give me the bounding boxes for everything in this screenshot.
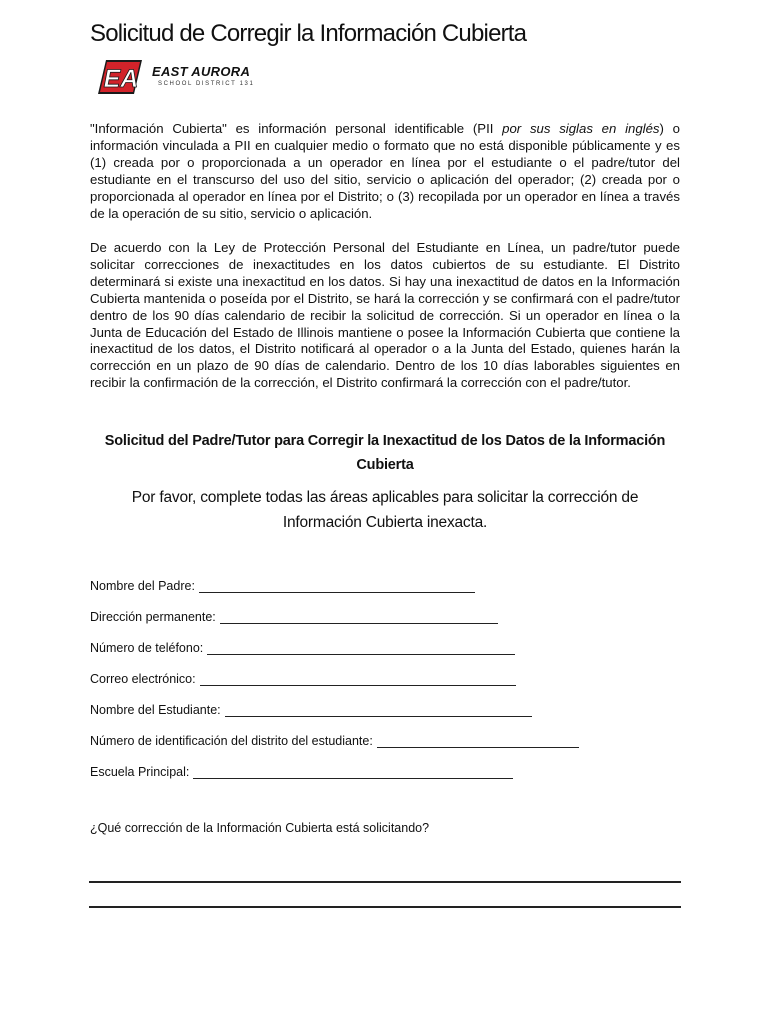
address-label: Dirección permanente: <box>90 610 216 624</box>
student-id-label: Número de identificación del distrito del estudiante: <box>90 734 373 748</box>
email-label: Correo electrónico: <box>90 672 196 686</box>
student-name-input[interactable] <box>225 702 532 717</box>
parent-name-label: Nombre del Padre: <box>90 579 195 593</box>
student-id-field <box>90 730 579 748</box>
intro-paragraph-2: De acuerdo con la Ley de Protección Personal del Estudiante en Línea, un padre/tutor puede solicitar correcciones de inexactitudes en los datos cubiertos de su estudiante. El Distrito determinará si existe una inexactitud en los datos. Si hay una inexactitud de datos en la Información Cubierta mantenida o poseída por el Distrito, se hará la corrección y se confirmará con el padre/tutor dentro de los 90 días calendario de recibir la solicitud de corrección. Si un operador en línea o la Junta de Educación del Estado de Illinois mantiene o posee la Información Cubierta que contiene la inexactitud de los datos, el Distrito notificará al operador o a la Junta del Estado, quienes harán la corrección en un plazo de 90 días de calendario. Dentro de los 10 días laborables siguientes en recibir la confirmación de la corrección, el Distrito confirmará la corrección con el padre/tutor. <box>90 240 680 391</box>
ea-logo-mark <box>96 58 144 96</box>
correction-question: ¿Qué corrección de la Información Cubierta está solicitando? <box>90 821 430 835</box>
form-instructions: Por favor, complete todas las áreas aplicables para solicitar la corrección de Información Cubierta inexacta. <box>131 489 639 531</box>
address-field <box>90 606 498 624</box>
address-input[interactable] <box>220 609 498 624</box>
student-name-label: Nombre del Estudiante: <box>90 703 221 717</box>
phone-input[interactable] <box>207 640 515 655</box>
school-field <box>90 761 513 779</box>
school-label: Escuela Principal: <box>90 765 190 779</box>
logo-name: EAST AURORA <box>152 64 251 79</box>
student-name-field <box>90 699 532 717</box>
form-heading: Solicitud del Padre/Tutor para Corregir la Inexactitud de los Datos de la Información Cubierta <box>104 433 666 473</box>
phone-label: Número de teléfono: <box>90 641 204 655</box>
school-input[interactable] <box>193 764 513 779</box>
answer-line-1[interactable] <box>89 881 681 883</box>
parent-name-field <box>90 575 475 593</box>
email-input[interactable] <box>200 671 516 686</box>
answer-line-2[interactable] <box>89 906 681 908</box>
email-field <box>90 668 516 686</box>
district-logo <box>96 58 276 98</box>
logo-initials: EA <box>103 65 139 93</box>
intro-paragraph-1: "Información Cubierta" es información personal identificable (PII por sus siglas en inglés) o información vinculada a PII en cualquier medio o formato que no está disponible públicamente y es (1) creada por o proporcionada a un operador en línea por el estudiante o el padre/tutor del estudiante en el transcurso del uso del sitio, servicio o aplicación del operador; (2) creada por o proporcionada al operador en línea por el Distrito; o (3) recopilada por un operador en línea a través de la operación de su sitio, servicio o aplicación. <box>90 121 680 221</box>
page-title: Solicitud de Corregir la Información Cubierta <box>90 20 527 47</box>
logo-subtitle: SCHOOL DISTRICT 131 <box>158 81 255 87</box>
student-id-input[interactable] <box>377 733 579 748</box>
phone-field <box>90 637 515 655</box>
parent-name-input[interactable] <box>199 578 475 593</box>
